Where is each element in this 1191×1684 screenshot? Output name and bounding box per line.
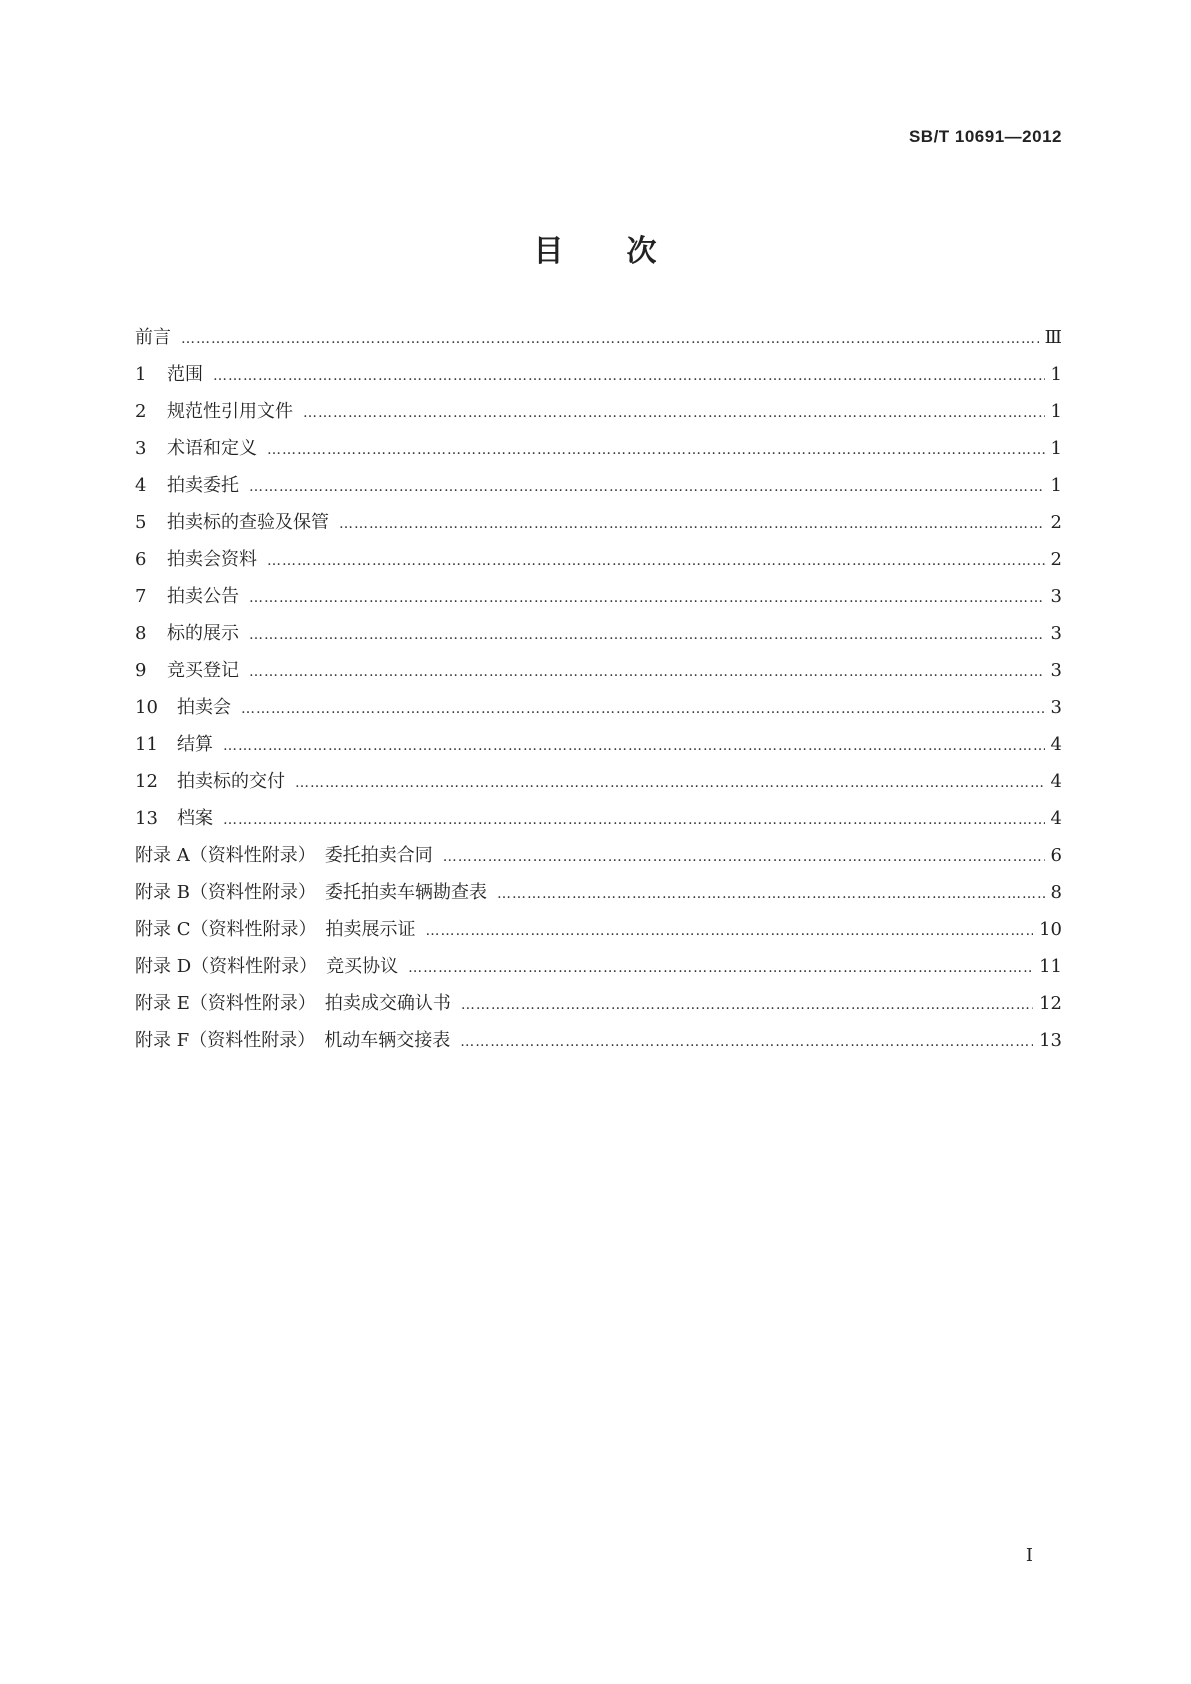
toc-leader-dots bbox=[460, 1029, 1033, 1055]
toc-leader-dots bbox=[303, 400, 1045, 426]
toc-entry-label: 附录 F（资料性附录） 机动车辆交接表 bbox=[135, 1030, 451, 1051]
toc-entry-label: 5 拍卖标的查验及保管 bbox=[135, 510, 329, 536]
toc-entry-label: 附录 C（资料性附录） 拍卖展示证 bbox=[135, 919, 416, 940]
toc-leader-dots bbox=[241, 696, 1045, 722]
toc-entry-2[interactable] bbox=[135, 399, 1062, 436]
toc-entry-label: 附录 A（资料性附录） 委托拍卖合同 bbox=[135, 845, 433, 866]
toc-entry-3[interactable] bbox=[135, 436, 1062, 473]
toc-entry-label: 3 术语和定义 bbox=[135, 436, 257, 462]
toc-page-number: 13 bbox=[1039, 1030, 1062, 1051]
toc-page-number: 11 bbox=[1039, 956, 1062, 977]
toc-entry-label: 8 标的展示 bbox=[135, 621, 239, 647]
toc-entry-6[interactable] bbox=[135, 547, 1062, 584]
toc-entry-7[interactable] bbox=[135, 584, 1062, 621]
toc-leader-dots bbox=[461, 992, 1033, 1018]
toc-page-number: 1 bbox=[1050, 475, 1062, 496]
toc-section-number: 2 bbox=[135, 401, 147, 422]
toc-section-number: 7 bbox=[135, 586, 147, 607]
toc-page-number: 4 bbox=[1050, 734, 1062, 755]
toc-entry-1[interactable] bbox=[135, 362, 1062, 399]
toc-leader-dots bbox=[249, 474, 1045, 500]
toc-leader-dots bbox=[249, 659, 1045, 685]
toc-entry-12[interactable] bbox=[135, 769, 1062, 806]
toc-entry-foreword[interactable] bbox=[135, 325, 1062, 362]
toc-entry-label: 前言 bbox=[135, 327, 171, 348]
toc-entry-appendix-e[interactable] bbox=[135, 991, 1062, 1028]
toc-entry-10[interactable] bbox=[135, 695, 1062, 732]
toc-section-number: 1 bbox=[135, 364, 147, 385]
toc-entry-label: 10 拍卖会 bbox=[135, 695, 231, 721]
page-number: I bbox=[1025, 1545, 1033, 1566]
toc-leader-dots bbox=[339, 511, 1045, 537]
toc-page-number: 4 bbox=[1050, 808, 1062, 829]
toc-leader-dots bbox=[223, 807, 1045, 833]
toc-leader-dots bbox=[267, 548, 1045, 574]
toc-entry-label: 1 范围 bbox=[135, 362, 203, 388]
toc-entry-label: 4 拍卖委托 bbox=[135, 473, 239, 499]
toc-page-number: 3 bbox=[1050, 623, 1062, 644]
toc-entry-appendix-b[interactable] bbox=[135, 880, 1062, 917]
toc-leader-dots bbox=[426, 918, 1034, 944]
toc-section-number: 3 bbox=[135, 438, 147, 459]
toc-page-number: 2 bbox=[1050, 512, 1062, 533]
toc-leader-dots bbox=[181, 326, 1039, 352]
toc-entry-label: 附录 B（资料性附录） 委托拍卖车辆勘查表 bbox=[135, 882, 487, 903]
toc-entry-appendix-c[interactable] bbox=[135, 917, 1062, 954]
toc-page-number: 3 bbox=[1050, 697, 1062, 718]
toc-page-number: 6 bbox=[1050, 845, 1062, 866]
toc-leader-dots bbox=[223, 733, 1045, 759]
toc-leader-dots bbox=[443, 844, 1045, 870]
toc-entry-appendix-f[interactable] bbox=[135, 1028, 1062, 1065]
toc-leader-dots bbox=[249, 622, 1045, 648]
toc-entry-5[interactable] bbox=[135, 510, 1062, 547]
toc-entry-label: 9 竞买登记 bbox=[135, 658, 239, 684]
page-title: 目 次 bbox=[533, 234, 658, 269]
toc-entry-8[interactable] bbox=[135, 621, 1062, 658]
toc-page-number: 2 bbox=[1050, 549, 1062, 570]
toc-leader-dots bbox=[249, 585, 1045, 611]
toc-section-number: 4 bbox=[135, 475, 147, 496]
toc-entry-label: 附录 E（资料性附录） 拍卖成交确认书 bbox=[135, 993, 451, 1014]
toc-page-number: 1 bbox=[1050, 401, 1062, 422]
toc-page-number: 1 bbox=[1050, 438, 1062, 459]
toc-leader-dots bbox=[295, 770, 1045, 796]
toc-page-number: 3 bbox=[1050, 660, 1062, 681]
toc-entry-label: 12 拍卖标的交付 bbox=[135, 769, 285, 795]
table-of-contents bbox=[135, 325, 1062, 1065]
toc-leader-dots bbox=[213, 363, 1045, 389]
toc-entry-11[interactable] bbox=[135, 732, 1062, 769]
toc-section-number: 8 bbox=[135, 623, 147, 644]
toc-leader-dots bbox=[497, 881, 1045, 907]
toc-entry-label: 11 结算 bbox=[135, 732, 213, 758]
toc-page-number: 10 bbox=[1039, 919, 1062, 940]
toc-section-number: 10 bbox=[135, 697, 158, 718]
toc-section-number: 6 bbox=[135, 549, 147, 570]
toc-section-number: 9 bbox=[135, 660, 147, 681]
toc-entry-label: 2 规范性引用文件 bbox=[135, 399, 293, 425]
toc-leader-dots bbox=[267, 437, 1045, 463]
toc-entry-appendix-a[interactable] bbox=[135, 843, 1062, 880]
toc-page-number: 8 bbox=[1050, 882, 1062, 903]
toc-section-number: 5 bbox=[135, 512, 147, 533]
toc-leader-dots bbox=[408, 955, 1033, 981]
toc-page-number: 12 bbox=[1039, 993, 1062, 1014]
toc-entry-label: 7 拍卖公告 bbox=[135, 584, 239, 610]
toc-entry-9[interactable] bbox=[135, 658, 1062, 695]
toc-entry-4[interactable] bbox=[135, 473, 1062, 510]
toc-entry-appendix-d[interactable] bbox=[135, 954, 1062, 991]
toc-entry-label: 6 拍卖会资料 bbox=[135, 547, 257, 573]
toc-entry-label: 附录 D（资料性附录） 竞买协议 bbox=[135, 956, 399, 977]
toc-section-number: 11 bbox=[135, 734, 158, 755]
toc-entry-13[interactable] bbox=[135, 806, 1062, 843]
toc-page-number: 1 bbox=[1050, 364, 1062, 385]
standard-code: SB/T 10691—2012 bbox=[908, 127, 1062, 146]
toc-section-number: 12 bbox=[135, 771, 158, 792]
toc-page-number: 3 bbox=[1050, 586, 1062, 607]
toc-page-number: 4 bbox=[1050, 771, 1062, 792]
toc-page-number: Ⅲ bbox=[1044, 327, 1062, 348]
toc-entry-label: 13 档案 bbox=[135, 806, 213, 832]
toc-section-number: 13 bbox=[135, 808, 158, 829]
